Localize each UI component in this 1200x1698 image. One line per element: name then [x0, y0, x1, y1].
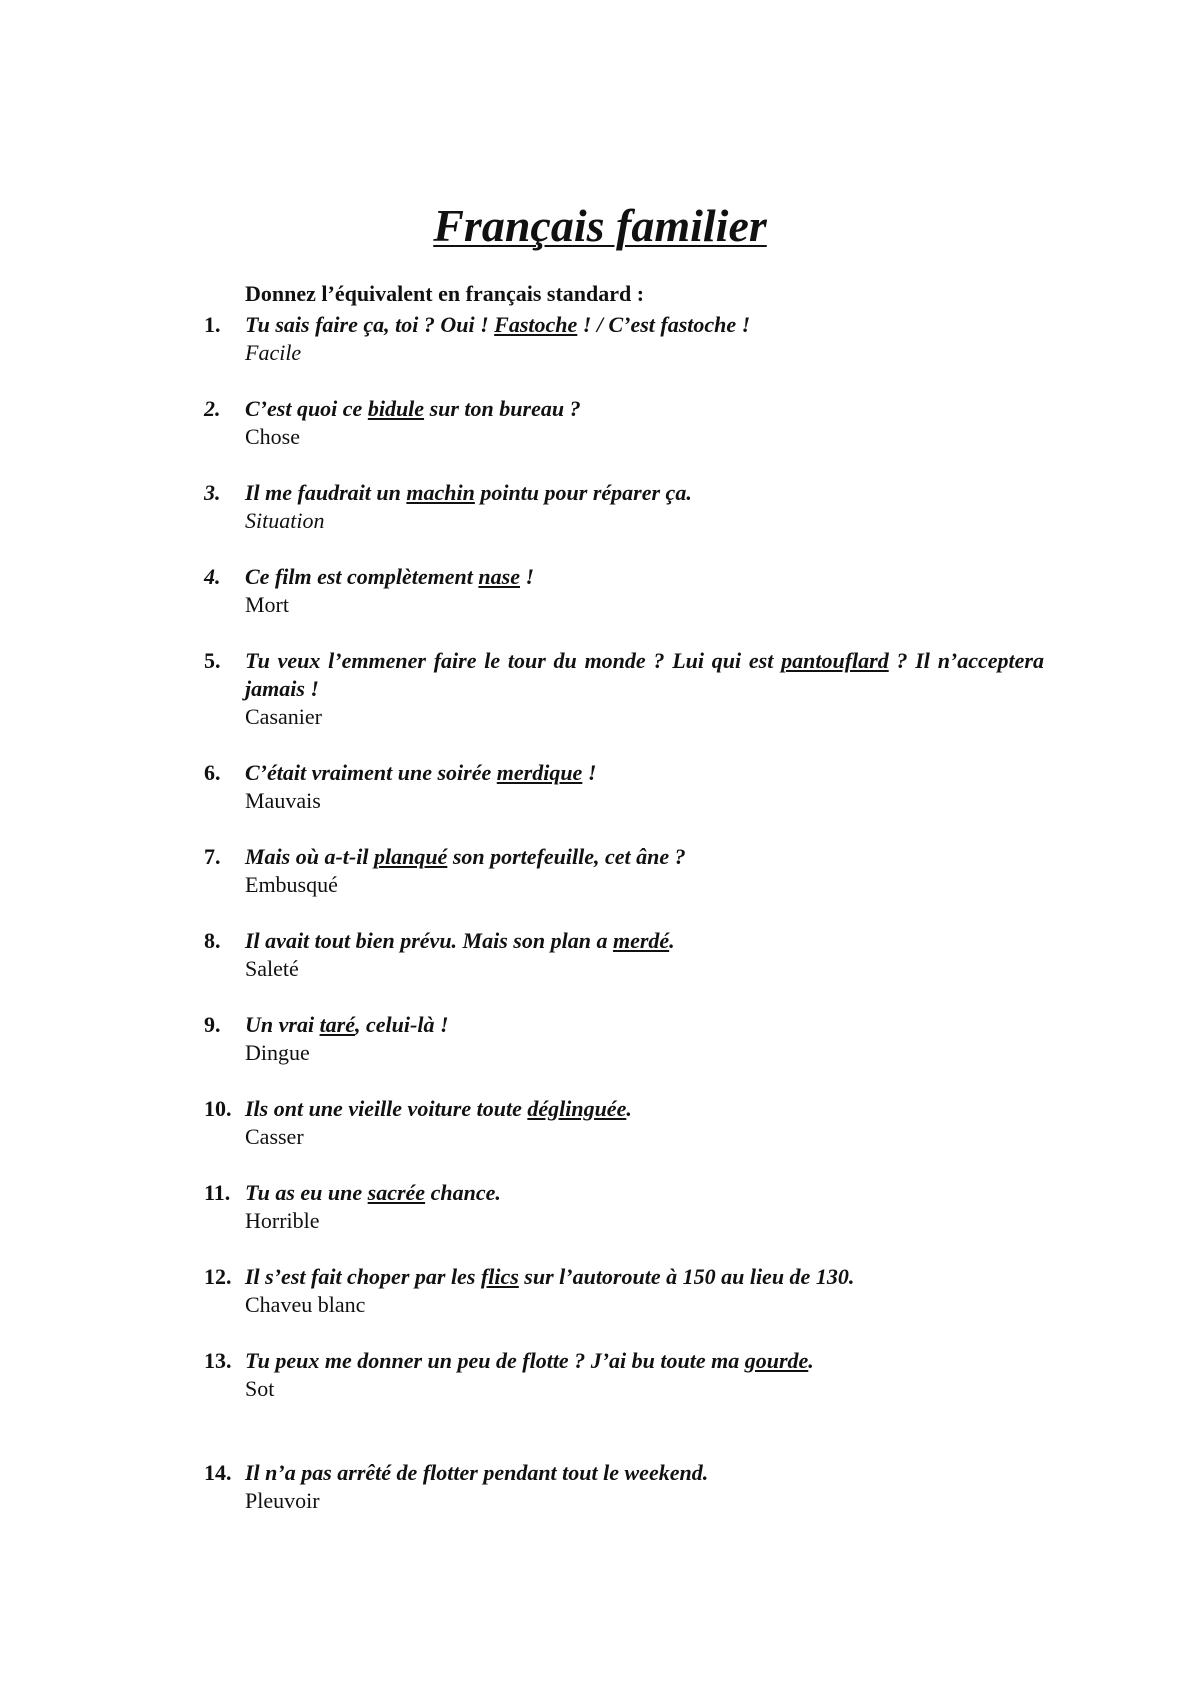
- item-number: 13.: [204, 1348, 232, 1373]
- item-answer: Pleuvoir: [245, 1488, 320, 1513]
- list-item: [204, 927, 1044, 983]
- underlined-word: nase: [478, 564, 520, 589]
- list-item: [204, 1011, 1044, 1067]
- question-text: .: [808, 1348, 814, 1373]
- list-item: [204, 759, 1044, 815]
- list-item: [204, 1263, 1044, 1319]
- list-item: [204, 311, 1044, 367]
- underlined-word: bidule: [367, 396, 425, 421]
- item-number: 5.: [204, 648, 221, 673]
- question-text: Tu veux l’emmener faire le tour du monde ? Lui qui est: [245, 648, 782, 673]
- question-text: sur ton bureau ?: [424, 396, 581, 421]
- item-number: 8.: [204, 928, 221, 953]
- item-answer: Chaveu blanc: [245, 1292, 366, 1317]
- item-question: [245, 311, 1044, 339]
- question-text: C’était vraiment une soirée: [245, 760, 497, 785]
- item-answer: Saleté: [245, 956, 299, 981]
- item-number: 2.: [204, 396, 221, 421]
- underlined-word: sacrée: [367, 1180, 426, 1205]
- question-text: Tu sais faire ça, toi ? Oui !: [245, 312, 495, 337]
- list-item: [204, 563, 1044, 619]
- item-number: 1.: [204, 312, 221, 337]
- item-question: [245, 1263, 1044, 1291]
- item-answer: Chose: [245, 424, 300, 449]
- item-number: 7.: [204, 844, 221, 869]
- item-question: [245, 843, 1044, 871]
- item-question: [245, 395, 1044, 423]
- item-question: [245, 563, 1044, 591]
- item-question: [245, 479, 1044, 507]
- question-text: Il s’est fait choper par les: [245, 1264, 481, 1289]
- underlined-word: merdique: [496, 760, 583, 785]
- underlined-word: Fastoche: [494, 312, 578, 337]
- question-text: ? Il n’acceptera jamais !: [245, 648, 1044, 701]
- item-answer: Embusqué: [245, 872, 338, 897]
- item-question: [245, 1179, 1044, 1207]
- item-answer: Mort: [245, 592, 289, 617]
- underlined-word: gourde: [744, 1348, 809, 1373]
- underlined-word: flics: [480, 1264, 519, 1289]
- question-text: Il n’a pas arrêté de flotter pendant tout le weekend.: [245, 1460, 709, 1485]
- item-answer: Mauvais: [245, 788, 321, 813]
- question-text: Mais où a-t-il: [245, 844, 374, 869]
- question-text: Un vrai: [245, 1012, 320, 1037]
- item-question: [245, 927, 1044, 955]
- question-text: .: [626, 1096, 632, 1121]
- page-title: Français familier: [433, 200, 767, 251]
- item-question: [245, 647, 1044, 703]
- question-text: Ils ont une vieille voiture toute: [245, 1096, 528, 1121]
- list-item: [204, 647, 1044, 731]
- underlined-word: pantouflard: [781, 648, 889, 673]
- list-item: [204, 479, 1044, 535]
- question-text: .: [669, 928, 675, 953]
- item-answer: Casanier: [245, 704, 322, 729]
- underlined-word: taré: [319, 1012, 356, 1037]
- underlined-word: déglinguée: [527, 1096, 627, 1121]
- item-number: 9.: [204, 1012, 221, 1037]
- item-question: [245, 1347, 1044, 1375]
- question-text: , celui-là !: [355, 1012, 449, 1037]
- question-text: son portefeuille, cet âne ?: [447, 844, 686, 869]
- item-question: [245, 1459, 1044, 1487]
- underlined-word: planqué: [373, 844, 448, 869]
- item-question: [245, 1095, 1044, 1123]
- item-question: [245, 759, 1044, 787]
- question-text: sur l’autoroute à 150 au lieu de 130.: [518, 1264, 855, 1289]
- question-text: !: [582, 760, 597, 785]
- list-item: [204, 1347, 1044, 1403]
- instruction-text: Donnez l’équivalent en français standard :: [245, 281, 645, 306]
- item-answer: Facile: [245, 340, 302, 365]
- item-number: 14.: [204, 1460, 232, 1485]
- list-item: [204, 395, 1044, 451]
- item-question: [245, 1011, 1044, 1039]
- underlined-word: machin: [406, 480, 475, 505]
- question-text: Tu peux me donner un peu de flotte ? J’ai bu toute ma: [245, 1348, 745, 1373]
- item-answer: Situation: [245, 508, 325, 533]
- question-text: Il me faudrait un: [245, 480, 407, 505]
- item-number: 6.: [204, 760, 221, 785]
- item-number: 10.: [204, 1096, 232, 1121]
- list-item: [204, 1459, 1044, 1515]
- question-text: C’est quoi ce: [245, 396, 368, 421]
- list-item: [204, 1095, 1044, 1151]
- question-text: Il avait tout bien prévu. Mais son plan a: [245, 928, 613, 953]
- question-text: chance.: [425, 1180, 501, 1205]
- item-answer: Sot: [245, 1376, 275, 1401]
- question-text: Ce film est complètement: [245, 564, 479, 589]
- item-number: 12.: [204, 1264, 232, 1289]
- item-number: 3.: [204, 480, 221, 505]
- list-item: [204, 843, 1044, 899]
- underlined-word: merdé: [612, 928, 670, 953]
- item-answer: Dingue: [245, 1040, 310, 1065]
- question-text: pointu pour réparer ça.: [474, 480, 692, 505]
- question-text: Tu as eu une: [245, 1180, 368, 1205]
- list-item: [204, 1179, 1044, 1235]
- item-answer: Horrible: [245, 1208, 320, 1233]
- question-text: !: [519, 564, 535, 589]
- item-number: 11.: [204, 1180, 231, 1205]
- question-text: ! / C’est fastoche !: [577, 312, 751, 337]
- item-answer: Casser: [245, 1124, 304, 1149]
- item-number: 4.: [204, 564, 221, 589]
